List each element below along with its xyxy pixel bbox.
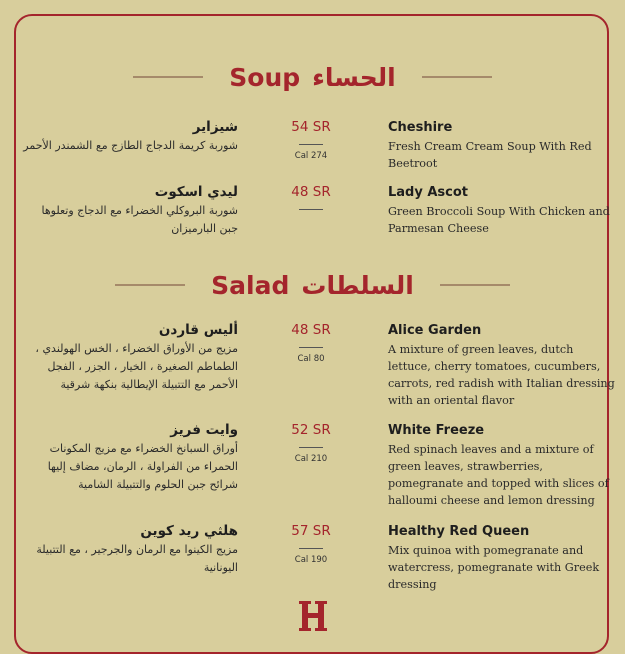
item-name-en: Lady Ascot: [388, 185, 469, 200]
item-calories: Cal 274: [294, 151, 328, 161]
item-price: 52 SR: [291, 422, 331, 438]
item-arabic: [20, 421, 238, 494]
item-desc-ar: شوربة البروكلي الخضراء مع الدجاج وتعلوها جبن البارميزان: [41, 204, 238, 235]
item-arabic: [20, 321, 238, 394]
item-price-block: [270, 421, 352, 464]
item-price: 57 SR: [291, 523, 331, 539]
item-english: [388, 183, 618, 237]
item-arabic: [20, 522, 238, 577]
item-desc-en: Red spinach leaves and a mixture of green leaves, strawberries, pomegranate and topped with slices of halloumi cheese and lemon dressing: [388, 443, 609, 507]
item-name-ar: ليدي اسكوت: [154, 184, 238, 200]
item-desc-ar: مزيج الكينوا مع الرمان والجرجير ، مع التتبيلة اليونانية: [36, 543, 238, 574]
price-divider: [299, 548, 323, 549]
section-title-ar: السلطات: [301, 270, 414, 300]
item-desc-en: Green Broccoli Soup With Chicken and Parmesan Cheese: [388, 205, 610, 235]
item-english: [388, 421, 618, 509]
item-name-ar: وايت فريز: [170, 422, 238, 438]
item-name-en: Cheshire: [388, 120, 453, 135]
item-calories: Cal 80: [297, 354, 325, 364]
item-price: 48 SR: [291, 322, 331, 338]
item-name-en: White Freeze: [388, 423, 485, 438]
section-title-ar: الحساء: [312, 62, 396, 92]
item-price: 54 SR: [291, 119, 331, 135]
item-english: [388, 118, 618, 172]
item-name-en: Healthy Red Queen: [388, 524, 530, 539]
h-logo-icon: [299, 600, 327, 632]
item-desc-ar: شوربة كريمة الدجاج الطازج مع الشمندر الأحمر: [23, 139, 238, 152]
price-divider: [299, 447, 323, 448]
item-price-block: [270, 321, 352, 364]
item-english: [388, 321, 618, 409]
item-calories: Cal 190: [294, 555, 328, 565]
item-desc-en: Fresh Cream Cream Soup With Red Beetroot: [388, 140, 592, 170]
item-arabic: [20, 183, 238, 238]
section-heading-soup: [0, 57, 625, 97]
item-price: 48 SR: [291, 184, 331, 200]
section-title-en: Soup: [229, 62, 301, 92]
heading-rule-left: [133, 76, 203, 78]
price-divider: [299, 347, 323, 348]
item-price-block: [270, 183, 352, 216]
item-price-block: [270, 522, 352, 565]
section-heading-salad: [0, 265, 625, 305]
item-price-block: [270, 118, 352, 161]
item-arabic: [20, 118, 238, 155]
item-desc-en: A mixture of green leaves, dutch lettuce, cherry tomatoes, cucumbers, carrots, red radish with Italian dressing with an oriental flavor: [388, 343, 615, 407]
item-name-en: Alice Garden: [388, 323, 482, 338]
item-desc-ar: مزيج من الأوراق الخضراء ، الخس الهولندي ، الطماطم الصغيرة ، الخيار ، الجزر ، الفجل الأحمر مع التتبيلة الإيطالية بنكهة شرقية: [35, 342, 238, 391]
heading-rule-right: [440, 284, 510, 286]
item-desc-en: Mix quinoa with pomegranate and watercress, pomegranate with Greek dressing: [388, 544, 600, 591]
price-divider: [299, 209, 323, 210]
item-name-ar: هلثي ريد كوين: [140, 523, 238, 539]
section-title-en: Salad: [211, 270, 290, 300]
item-desc-ar: أوراق السبانخ الخضراء مع مزيج المكونات الحمراء من الفراولة ، الرمان، مضاف إليها شرائح جبن الحلوم والتتبيلة الشامية: [47, 442, 238, 491]
price-divider: [299, 144, 323, 145]
heading-rule-left: [115, 284, 185, 286]
heading-rule-right: [422, 76, 492, 78]
item-name-ar: شيزاير: [192, 119, 238, 135]
item-english: [388, 522, 618, 593]
item-name-ar: أليس قاردن: [158, 322, 238, 338]
item-calories: Cal 210: [294, 454, 328, 464]
